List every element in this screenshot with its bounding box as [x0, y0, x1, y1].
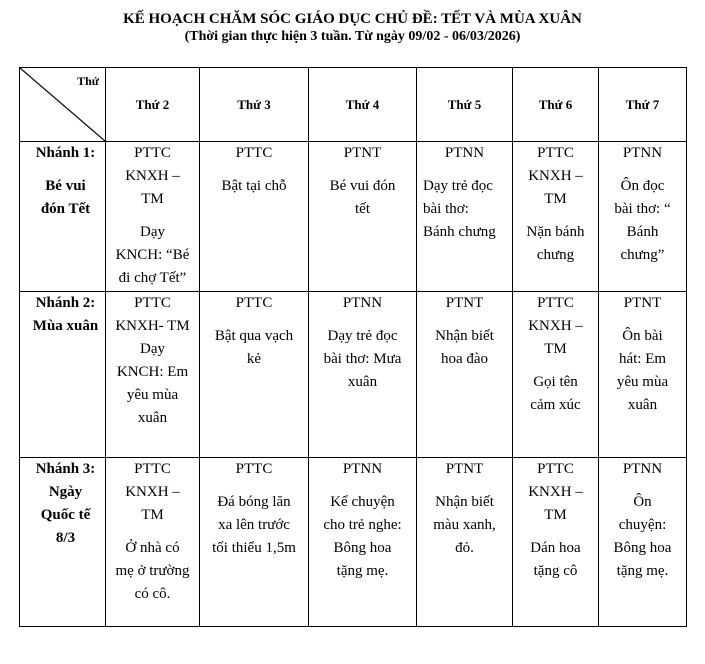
- activity-area: PTNT: [445, 295, 484, 311]
- spacer: [599, 315, 686, 325]
- activity-text: Dạy: [140, 224, 165, 240]
- branch-name: Bé vui: [45, 178, 86, 194]
- spacer: [417, 165, 512, 175]
- activity-cell: [513, 458, 599, 627]
- activity-text: KNXH –: [528, 484, 583, 500]
- activity-text: xa lên trước: [218, 517, 290, 533]
- activity-area: PTNN: [622, 145, 663, 161]
- activity-cell: [599, 458, 687, 627]
- spacer: [513, 361, 598, 371]
- activity-area: PTNN: [342, 295, 383, 311]
- activity-text: Dạy: [140, 341, 165, 357]
- spacer: [106, 527, 199, 537]
- day-header: Thứ 3: [200, 68, 309, 142]
- branch-label: Nhánh 2:: [35, 295, 96, 311]
- activity-area: PTTC: [235, 295, 273, 311]
- activity-area: PTTC: [134, 145, 171, 161]
- activity-text: xuân: [347, 374, 378, 390]
- activity-text: hát: Em: [618, 351, 667, 367]
- activity-text: Kể chuyện: [330, 494, 395, 510]
- activity-text: Nhận biết: [435, 328, 494, 344]
- activity-cell: [200, 142, 309, 292]
- activity-text: TM: [544, 341, 567, 357]
- table-row: [20, 458, 687, 627]
- activity-cell: [513, 292, 599, 458]
- day-header: Thứ 4: [309, 68, 417, 142]
- activity-cell: [106, 458, 200, 627]
- spacer: [599, 481, 686, 491]
- table-row: [20, 142, 687, 292]
- activity-text: KNXH –: [528, 318, 583, 334]
- activity-cell: [513, 142, 599, 292]
- activity-text: màu xanh,: [433, 517, 496, 533]
- activity-text: xuân: [137, 410, 168, 426]
- activity-area: PTNN: [342, 461, 383, 477]
- day-header: Thứ 6: [513, 68, 599, 142]
- activity-text: bài thơ:: [423, 201, 469, 217]
- activity-text: TM: [544, 191, 567, 207]
- spacer: [599, 165, 686, 175]
- activity-area: PTTC: [537, 461, 574, 477]
- activity-text: TM: [141, 191, 164, 207]
- branch-name: Ngày: [48, 484, 83, 500]
- spacer: [309, 481, 416, 491]
- activity-area: PTNN: [444, 145, 485, 161]
- activity-text: KNXH –: [125, 168, 180, 184]
- corner-label: Thứ: [77, 74, 99, 88]
- activity-text: KNXH –: [528, 168, 583, 184]
- activity-cell: [309, 142, 417, 292]
- activity-text: đỏ.: [455, 540, 474, 556]
- spacer: [26, 165, 105, 175]
- activity-text: cho trẻ nghe:: [323, 517, 402, 533]
- activity-cell: [417, 292, 513, 458]
- branch-name: Mùa xuân: [32, 318, 99, 334]
- activity-text: chưng”: [620, 247, 665, 263]
- day-header: Thứ 2: [106, 68, 200, 142]
- activity-text: TM: [141, 507, 164, 523]
- activity-cell: [417, 458, 513, 627]
- spacer: [200, 481, 308, 491]
- header-row: [20, 68, 687, 142]
- activity-text: cảm xúc: [530, 397, 581, 413]
- activity-text: KNXH- TM: [115, 318, 190, 334]
- activity-text: chuyện:: [618, 517, 667, 533]
- corner-cell: [20, 68, 106, 142]
- spacer: [513, 527, 598, 537]
- activity-area: PTTC: [235, 461, 273, 477]
- activity-text: Nhận biết: [435, 494, 494, 510]
- activity-text: Bánh chưng: [423, 224, 496, 240]
- activity-text: mẹ ở trường: [115, 563, 190, 579]
- spacer: [309, 165, 416, 175]
- branch-cell: [20, 458, 106, 627]
- day-header: Thứ 5: [417, 68, 513, 142]
- activity-text: Bánh: [626, 224, 659, 240]
- branch-cell: [20, 292, 106, 458]
- activity-area: PTTC: [235, 145, 273, 161]
- activity-text: Nặn bánh: [526, 224, 585, 240]
- activity-text: Dán hoa: [530, 540, 581, 556]
- spacer: [200, 315, 308, 325]
- activity-text: đi chợ Tết”: [118, 270, 187, 286]
- activity-text: Ôn bài: [622, 328, 663, 344]
- plan-table: [19, 67, 687, 627]
- activity-area: PTTC: [134, 295, 171, 311]
- activity-cell: [417, 142, 513, 292]
- activity-text: xuân: [627, 397, 658, 413]
- activity-text: KNCH: “Bé: [115, 247, 190, 263]
- spacer: [513, 211, 598, 221]
- activity-text: hoa đào: [440, 351, 489, 367]
- branch-name: 8/3: [55, 530, 76, 546]
- activity-text: Ôn đọc: [620, 178, 665, 194]
- activity-text: tặng cô: [533, 563, 578, 579]
- activity-text: tặng mẹ.: [336, 563, 389, 579]
- activity-text: có cô.: [134, 586, 171, 602]
- activity-text: Ở nhà có: [125, 540, 180, 556]
- activity-area: PTTC: [537, 295, 574, 311]
- branch-label: Nhánh 3:: [35, 461, 96, 477]
- activity-text: tết: [355, 201, 370, 217]
- activity-text: Bé vui đón: [329, 178, 396, 194]
- branch-cell: [20, 142, 106, 292]
- activity-text: Bông hoa: [333, 540, 392, 556]
- day-header: Thứ 7: [599, 68, 687, 142]
- activity-area: PTNT: [343, 145, 382, 161]
- activity-text: Dạy trẻ đọc: [327, 328, 398, 344]
- activity-text: chưng: [536, 247, 575, 263]
- branch-label: Nhánh 1:: [35, 145, 96, 161]
- activity-text: Dạy trẻ đọc: [423, 178, 493, 194]
- activity-area: PTTC: [134, 461, 171, 477]
- activity-text: Bật qua vạch: [214, 328, 294, 344]
- activity-cell: [200, 292, 309, 458]
- activity-text: kẻ: [246, 351, 262, 367]
- activity-text: yêu mùa: [616, 374, 669, 390]
- branch-name: đón Tết: [40, 201, 91, 217]
- spacer: [417, 315, 512, 325]
- table-row: [20, 292, 687, 458]
- activity-cell: [200, 458, 309, 627]
- spacer: [106, 211, 199, 221]
- spacer: [200, 165, 308, 175]
- spacer: [309, 315, 416, 325]
- activity-text: Đá bóng lăn: [217, 494, 291, 510]
- activity-area: PTNT: [623, 295, 662, 311]
- activity-cell: [599, 292, 687, 458]
- activity-text: Gọi tên: [533, 374, 578, 390]
- activity-text: Ôn: [633, 494, 652, 510]
- activity-cell: [599, 142, 687, 292]
- activity-text: bài thơ: Mưa: [323, 351, 402, 367]
- activity-text: Bông hoa: [613, 540, 672, 556]
- activity-text: tối thiểu 1,5m: [212, 540, 296, 556]
- activity-text: bài thơ: “: [614, 201, 671, 217]
- activity-text: TM: [544, 507, 567, 523]
- activity-cell: [309, 292, 417, 458]
- activity-text: yêu mùa: [126, 387, 179, 403]
- activity-text: KNXH –: [125, 484, 180, 500]
- activity-area: PTNT: [445, 461, 484, 477]
- document-subtitle: (Thời gian thực hiện 3 tuần. Từ ngày 09/02 - 06/03/2026): [184, 29, 521, 44]
- activity-area: PTNN: [622, 461, 663, 477]
- activity-cell: [106, 292, 200, 458]
- activity-text: KNCH: Em: [116, 364, 189, 380]
- document-title: KẾ HOẠCH CHĂM SÓC GIÁO DỤC CHỦ ĐỀ: TẾT VÀ MÙA XUÂN: [123, 11, 582, 27]
- activity-cell: [309, 458, 417, 627]
- activity-area: PTTC: [537, 145, 574, 161]
- activity-text: Bật tại chỗ: [221, 178, 287, 194]
- activity-cell: [106, 142, 200, 292]
- spacer: [417, 481, 512, 491]
- branch-name: Quốc tế: [40, 507, 91, 523]
- activity-text: tặng mẹ.: [616, 563, 669, 579]
